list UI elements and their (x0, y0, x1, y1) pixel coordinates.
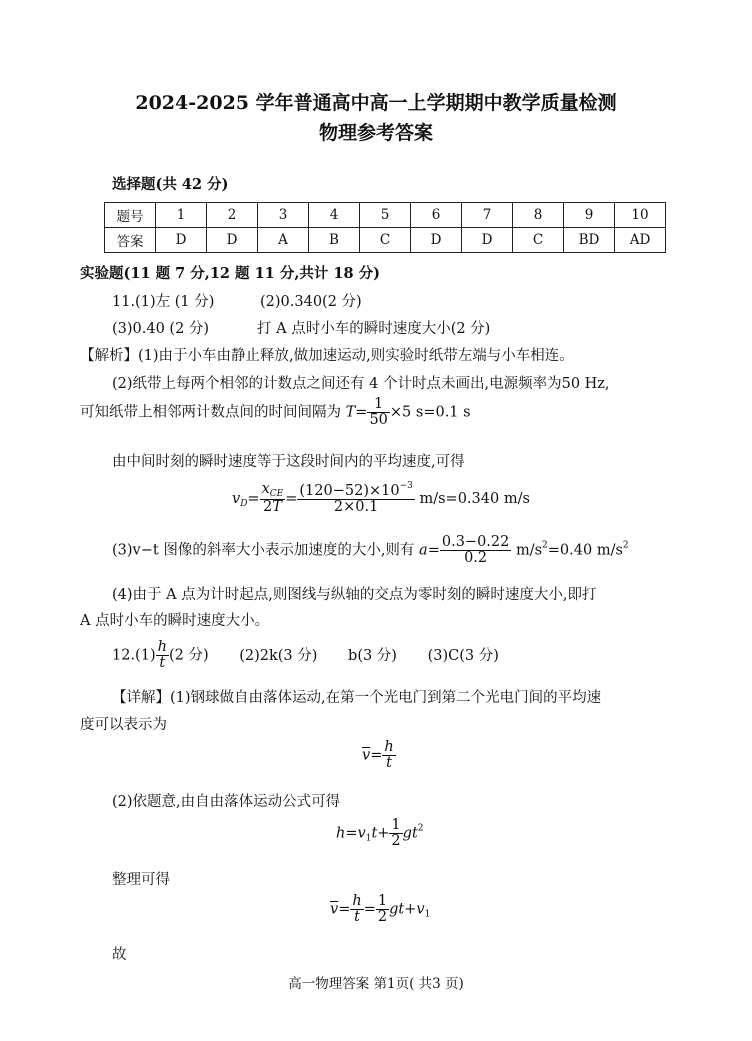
table-row (105, 203, 666, 228)
q11-answer-1: 11.(1)左 (1 分) (112, 294, 215, 310)
answer-cell: D (207, 228, 258, 253)
answer-cell: D (411, 228, 462, 253)
page-subtitle: 物理参考答案 (318, 122, 433, 144)
q12-paragraph-4: 故 (112, 947, 127, 963)
q11-analysis-7: A 点时小车的瞬时速度大小。 (80, 613, 270, 629)
q11-answer-2: (2)0.340(2 分) (260, 294, 362, 310)
question-number-cell: 10 (615, 203, 666, 228)
page-title: 2024-2025 学年普通高中高一上学期期中教学质量检测 (135, 92, 617, 114)
answer-cell: B (309, 228, 360, 253)
fraction-h-t: $\frac{h}{t}$ (157, 639, 167, 672)
q11-analysis-2: (2)纸带上每两个相邻的计数点之间还有 4 个计时点未画出,电源频率为50 Hz, (112, 376, 610, 392)
formula-h: $h=v_1t+$ $\frac{1}{2}$ $gt^2$ (336, 817, 424, 850)
q12-detail-1: 【详解】(1)钢球做自由落体运动,在第一个光电门到第二个光电门间的平均速 (112, 690, 602, 706)
question-number-cell: 8 (513, 203, 564, 228)
question-number-cell: 3 (258, 203, 309, 228)
answer-table (104, 202, 666, 253)
q11-analysis-6: (4)由于 A 点为计时起点,则图线与纵轴的交点为零时刻的瞬时速度大小,即打 (112, 587, 597, 603)
q12-paragraph-3: 整理可得 (112, 872, 170, 888)
answer-cell: AD (615, 228, 666, 253)
question-number-cell: 2 (207, 203, 258, 228)
formula-T: T (345, 404, 356, 421)
answer-cell: A (258, 228, 309, 253)
formula-vbar-2: $\overline{v}=$ $\frac{h}{t}$ = $\frac{1}{2}$ $gt+v_1$ (330, 893, 431, 926)
q12-answer-line: 12.(1) $\frac{h}{t}$ (2 分) (2)2k(3 分) b(3 分) (3)C(3 分) (112, 639, 499, 672)
q11-analysis-3-text: 可知纸带上相邻两计数点间的时间间隔为 (80, 404, 341, 421)
question-number-cell: 7 (462, 203, 513, 228)
fraction-1-50: $\frac{1}{50}$ (369, 396, 388, 429)
table-header-cell: 题号 (105, 203, 156, 228)
table-header-cell: 答案 (105, 228, 156, 253)
question-number-cell: 6 (411, 203, 462, 228)
page-footer: 高一物理答案 第1页( 共3 页) (288, 976, 464, 992)
q12-detail-2: 度可以表示为 (80, 717, 167, 733)
formula-tail: ×5 s=0.1 s (389, 404, 471, 421)
question-number-cell: 5 (360, 203, 411, 228)
table-row (105, 228, 666, 253)
question-number-cell: 1 (156, 203, 207, 228)
q11-answer-3: (3)0.40 (2 分) (112, 321, 210, 337)
q12-paragraph-2: (2)依题意,由自由落体运动公式可得 (112, 794, 341, 810)
answer-cell: D (156, 228, 207, 253)
fraction-acceleration: $\frac{0.3-0.22}{0.2}$ (441, 534, 510, 567)
q11-answer-3b: 打 A 点时小车的瞬时速度大小(2 分) (257, 321, 491, 337)
answer-cell: C (360, 228, 411, 253)
question-number-cell: 4 (309, 203, 360, 228)
q11-analysis-4: 由中间时刻的瞬时速度等于这段时间内的平均速度,可得 (112, 454, 465, 470)
formula-vd: $v_D=$ $\frac{x_{CE}}{2T}$ = $\frac{(120-52)\times 10^{-3}}{2\times 0.1}$ m/s=0.340 m/s (232, 481, 530, 516)
choice-section-heading: 选择题(共 42 分) (112, 176, 229, 193)
answer-cell: BD (564, 228, 615, 253)
formula-vd-tail: m/s=0.340 m/s (419, 490, 530, 507)
formula-vbar: $\overline{v}=$ $\frac{h}{t}$ (362, 739, 394, 772)
answer-cell: D (462, 228, 513, 253)
experiment-section-heading: 实验题(11 题 7 分,12 题 11 分,共计 18 分) (80, 265, 381, 282)
answer-cell: C (513, 228, 564, 253)
question-number-cell: 9 (564, 203, 615, 228)
q11-analysis-5: (3)v−t 图像的斜率大小表示加速度的大小,则有 a= $\frac{0.3-0.22}{0.2}$ $m/s^2=0.40$ $m/s^2$ (112, 534, 629, 567)
fraction-vd-value: $\frac{(120-52)\times 10^{-3}}{2\times 0.1}$ (299, 481, 413, 516)
q11-analysis-1: 【解析】(1)由于小车由静止释放,做加速运动,则实验时纸带左端与小车相连。 (80, 348, 574, 364)
q11-analysis-3: 可知纸带上相邻两计数点间的时间间隔为 T= $\frac{1}{50}$ ×5 s=0.1 s (80, 396, 471, 429)
fraction-xce-2t: $\frac{x_{CE}}{2T}$ (261, 481, 284, 516)
